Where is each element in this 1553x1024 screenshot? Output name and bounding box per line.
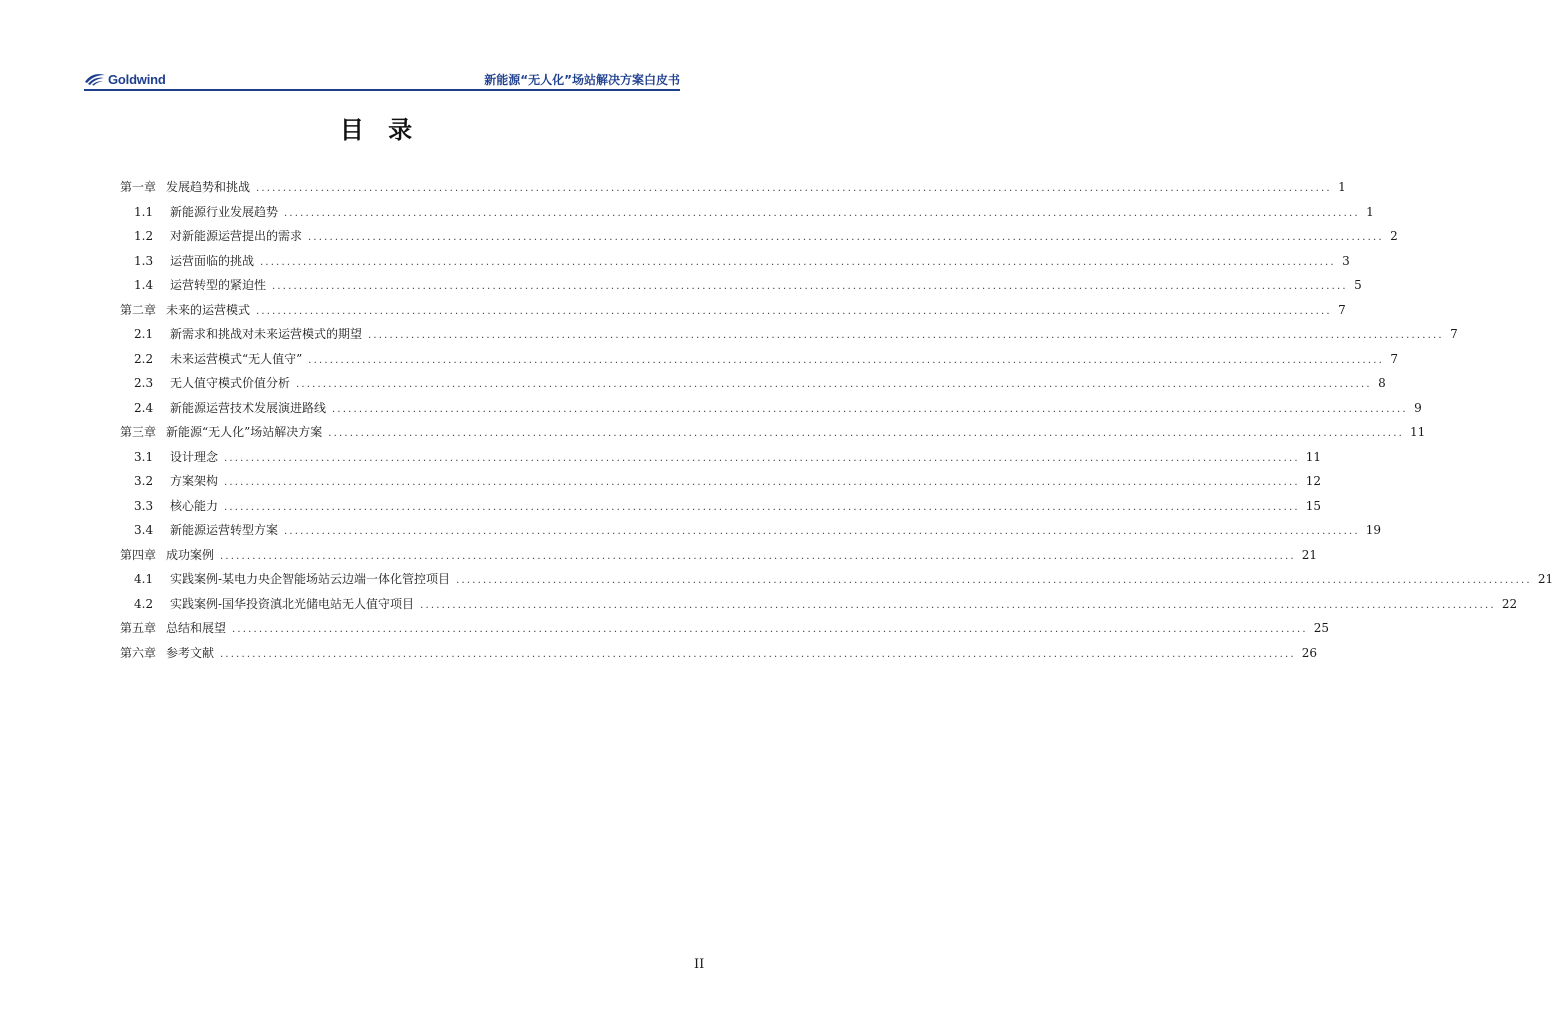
toc-entry-title: 实践案例-国华投资滇北光储电站无人值守项目	[170, 596, 415, 611]
toc-entry-number: 1.2	[134, 229, 154, 243]
toc-entry-number: 2.1	[134, 327, 154, 341]
toc-dot-leader: ........................................................................................................................................................................................................	[260, 256, 1336, 268]
toc-entry-number: 4.1	[134, 572, 154, 586]
toc-section-entry[interactable]	[120, 595, 1518, 620]
toc-chapter-entry[interactable]	[120, 619, 1330, 644]
toc-entry-number: 第一章	[120, 180, 157, 194]
toc-dot-leader: ........................................................................................................................................................................................................	[224, 452, 1300, 464]
toc-entry-page: 9	[1414, 400, 1422, 415]
toc-section-entry[interactable]	[120, 227, 1398, 252]
toc-entry-page: 1	[1338, 180, 1346, 194]
toc-section-entry[interactable]	[120, 203, 1374, 228]
toc-section-entry[interactable]	[120, 472, 1322, 497]
toc-chapter-entry[interactable]	[120, 644, 1318, 669]
toc-entry-page: 1	[1366, 204, 1374, 219]
toc-entry-title: 新能源运营技术发展演进路线	[170, 400, 327, 415]
toc-entry-page: 11	[1305, 449, 1322, 464]
toc-entry-number: 第三章	[120, 425, 157, 439]
toc-heading: 目 录	[339, 115, 421, 144]
toc-entry-number: 第五章	[120, 621, 157, 635]
toc-entry-title: 方案架构	[170, 474, 219, 488]
toc-entry-title: 实践案例-某电力央企智能场站云边端一体化管控项目	[170, 572, 451, 586]
toc-chapter-entry[interactable]	[120, 423, 1426, 448]
toc-entry-title: 运营面临的挑战	[170, 253, 255, 268]
toc-entry-page: 15	[1305, 498, 1322, 513]
toc-dot-leader: ........................................................................................................................................................................................................	[224, 501, 1300, 513]
toc-entry-title: 新需求和挑战对未来运营模式的期望	[170, 327, 363, 341]
toc-entry-page: 5	[1354, 278, 1362, 292]
toc-dot-leader: ........................................................................................................................................................................................................	[224, 477, 1300, 488]
logo-text: Goldwind	[108, 71, 166, 87]
toc-entry-page: 25	[1313, 621, 1330, 635]
toc-entry-number: 3.1	[134, 449, 154, 464]
toc-entry-title: 运营转型的紧迫性	[170, 278, 267, 292]
toc-section-entry[interactable]	[120, 448, 1322, 473]
toc-entry-title: 总结和展望	[166, 621, 227, 635]
toc-section-entry[interactable]	[120, 497, 1322, 522]
toc-section-entry[interactable]	[120, 570, 1553, 595]
toc-entry-number: 1.4	[134, 278, 154, 292]
toc-entry-number: 3.2	[134, 474, 154, 488]
toc-section-entry[interactable]	[120, 276, 1362, 301]
toc-entry-page: 21	[1537, 572, 1553, 586]
toc-entry-title: 设计理念	[170, 449, 219, 464]
toc-entry-page: 12	[1305, 474, 1322, 488]
toc-entry-title: 发展趋势和挑战	[166, 180, 251, 194]
header-divider	[84, 89, 680, 91]
page-number: II	[694, 957, 705, 972]
toc-entry-page: 19	[1365, 523, 1382, 537]
toc-dot-leader: ........................................................................................................................................................................................................	[272, 281, 1348, 292]
toc-entry-title: 核心能力	[170, 498, 219, 513]
toc-entry-page: 22	[1501, 596, 1518, 611]
toc-entry-number: 第二章	[120, 302, 157, 317]
toc-dot-leader: ........................................................................................................................................................................................................	[328, 428, 1405, 439]
toc-entry-title: 成功案例	[166, 547, 215, 562]
toc-chapter-entry[interactable]	[120, 546, 1318, 571]
toc-entry-number: 3.3	[134, 498, 154, 513]
toc-entry-page: 7	[1450, 327, 1458, 341]
toc-dot-leader: ........................................................................................................................................................................................................	[284, 526, 1360, 537]
document-title: 新能源“无人化”场站解决方案白皮书	[484, 73, 680, 87]
toc-entry-number: 3.4	[134, 523, 154, 537]
toc-entry-number: 1.1	[134, 204, 154, 219]
toc-entry-number: 4.2	[134, 596, 154, 611]
toc-section-entry[interactable]	[120, 350, 1399, 375]
toc-section-entry[interactable]	[120, 374, 1386, 399]
toc-dot-leader: ........................................................................................................................................................................................................	[220, 648, 1296, 660]
toc-entry-title: 新能源行业发展趋势	[170, 204, 279, 219]
toc-dot-leader: ........................................................................................................................................................................................................	[232, 624, 1308, 635]
toc-section-entry[interactable]	[120, 325, 1458, 350]
toc-entry-number: 第六章	[120, 645, 157, 660]
toc-entry-title: 未来运营模式“无人值守”	[170, 351, 303, 366]
toc-dot-leader: ........................................................................................................................................................................................................	[456, 575, 1532, 586]
toc-entry-page: 3	[1342, 253, 1350, 268]
toc-dot-leader: ........................................................................................................................................................................................................	[296, 379, 1372, 390]
toc-entry-number: 1.3	[134, 253, 154, 268]
toc-section-entry[interactable]	[120, 399, 1422, 424]
toc-entry-number: 2.2	[134, 351, 154, 366]
toc-dot-leader: ........................................................................................................................................................................................................	[256, 305, 1332, 317]
toc-entry-number: 2.3	[134, 376, 154, 390]
toc-section-entry[interactable]	[120, 252, 1350, 277]
toc-entry-number: 第四章	[120, 547, 157, 562]
toc-section-entry[interactable]	[120, 521, 1382, 546]
toc-dot-leader: ........................................................................................................................................................................................................	[420, 599, 1496, 611]
toc-entry-title: 新能源“无人化”场站解决方案	[166, 425, 323, 439]
toc-chapter-entry[interactable]	[120, 178, 1346, 203]
page-header	[84, 66, 680, 90]
toc-entry-title: 对新能源运营提出的需求	[170, 229, 303, 243]
toc-dot-leader: ........................................................................................................................................................................................................	[368, 330, 1444, 341]
table-of-contents	[120, 178, 1553, 668]
toc-entry-page: 21	[1301, 547, 1318, 562]
toc-entry-number: 2.4	[134, 400, 154, 415]
goldwind-logo-icon	[84, 72, 106, 86]
toc-entry-page: 26	[1301, 645, 1318, 660]
toc-dot-leader: ........................................................................................................................................................................................................	[308, 232, 1384, 243]
toc-chapter-entry[interactable]	[120, 301, 1346, 326]
toc-entry-title: 未来的运营模式	[166, 302, 251, 317]
toc-entry-page: 7	[1338, 302, 1346, 317]
toc-entry-page: 2	[1390, 229, 1398, 243]
toc-dot-leader: ........................................................................................................................................................................................................	[256, 183, 1332, 194]
toc-dot-leader: ........................................................................................................................................................................................................	[220, 550, 1296, 562]
toc-entry-title: 无人值守模式价值分析	[170, 376, 291, 390]
toc-entry-page: 7	[1390, 351, 1399, 366]
toc-entry-title: 新能源运营转型方案	[170, 523, 279, 537]
toc-entry-page: 8	[1378, 376, 1386, 390]
toc-dot-leader: ........................................................................................................................................................................................................	[332, 403, 1408, 415]
toc-dot-leader: ........................................................................................................................................................................................................	[308, 354, 1385, 366]
toc-dot-leader: ........................................................................................................................................................................................................	[284, 207, 1360, 219]
toc-entry-page: 11	[1410, 425, 1426, 439]
goldwind-logo	[84, 70, 166, 88]
toc-entry-title: 参考文献	[166, 645, 215, 660]
